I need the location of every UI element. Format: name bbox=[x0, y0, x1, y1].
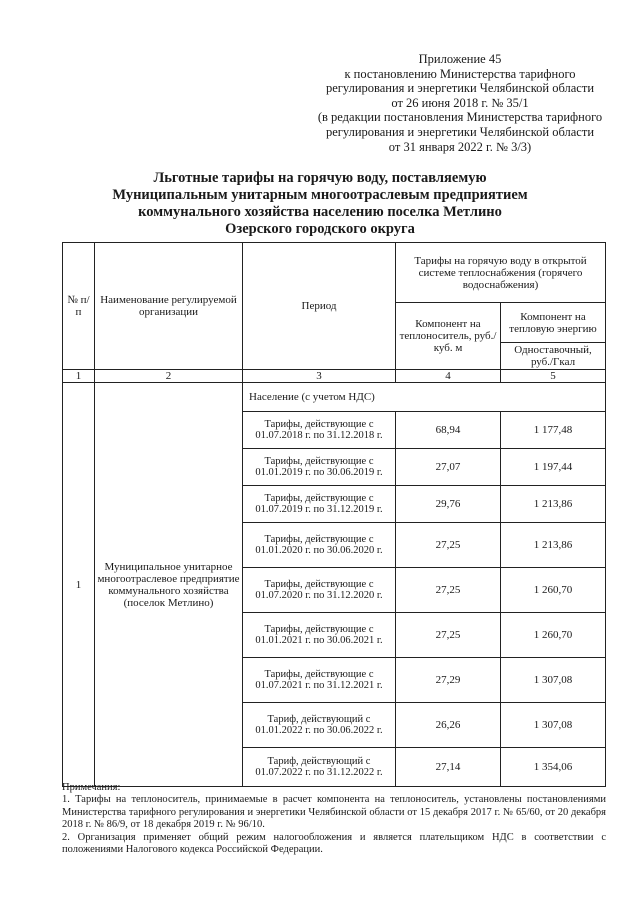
appendix-line: регулирования и энергетики Челябинской области bbox=[325, 124, 595, 139]
column-number: 2 bbox=[95, 370, 243, 383]
title-line: Льготные тарифы на горячую воду, поставляемую bbox=[153, 170, 487, 186]
row-number: 1 bbox=[63, 383, 95, 787]
document-title bbox=[60, 170, 580, 238]
header-energy: Компонент на тепловую энергию bbox=[501, 303, 606, 343]
energy-value: 1 197,44 bbox=[501, 449, 606, 486]
group-label: Население (с учетом НДС) bbox=[243, 383, 606, 412]
period-cell: Тарифы, действующие с 01.01.2021 г. по 30.06.2021 г. bbox=[243, 613, 396, 658]
header-period: Период bbox=[243, 243, 396, 370]
carrier-value: 27,14 bbox=[396, 748, 501, 787]
column-number: 4 bbox=[396, 370, 501, 383]
appendix-line: (в редакции постановления Министерства тарифного bbox=[317, 110, 603, 125]
header-tariffs: Тарифы на горячую воду в открытой системе теплоснабжения (горячего водоснабжения) bbox=[396, 243, 606, 303]
carrier-value: 27,25 bbox=[396, 523, 501, 568]
appendix-line: от 26 июня 2018 г. № 35/1 bbox=[391, 95, 529, 110]
period-cell: Тарифы, действующие с 01.07.2019 г. по 31.12.2019 г. bbox=[243, 486, 396, 523]
carrier-value: 29,76 bbox=[396, 486, 501, 523]
energy-value: 1 307,08 bbox=[501, 703, 606, 748]
period-cell: Тарифы, действующие с 01.07.2018 г. по 31.12.2018 г. bbox=[243, 412, 396, 449]
carrier-value: 27,25 bbox=[396, 568, 501, 613]
column-number: 5 bbox=[501, 370, 606, 383]
carrier-value: 26,26 bbox=[396, 703, 501, 748]
period-cell: Тарифы, действующие с 01.01.2020 г. по 30.06.2020 г. bbox=[243, 523, 396, 568]
appendix-line: к постановлению Министерства тарифного bbox=[344, 66, 576, 81]
period-cell: Тарифы, действующие с 01.01.2019 г. по 30.06.2019 г. bbox=[243, 449, 396, 486]
column-number: 1 bbox=[63, 370, 95, 383]
energy-value: 1 213,86 bbox=[501, 523, 606, 568]
column-number: 3 bbox=[243, 370, 396, 383]
title-line: Озерского городского округа bbox=[225, 221, 415, 237]
carrier-value: 27,25 bbox=[396, 613, 501, 658]
carrier-value: 68,94 bbox=[396, 412, 501, 449]
title-line: Муниципальным унитарным многоотраслевым предприятием bbox=[112, 187, 528, 203]
title-line: коммунального хозяйства населению поселка Метлино bbox=[138, 204, 502, 220]
energy-value: 1 354,06 bbox=[501, 748, 606, 787]
header-org: Наименование регулируемой организации bbox=[95, 243, 243, 370]
note-1: 1. Тарифы на теплоноситель, принимаемые в расчет компонента на теплоноситель, установлены постановлениями Министерства тарифного регулирования и энергетики Челябинской области от 15 декабря 2017 г. № 65/60, от 20 декабря 2018 г. № 86/9, от 18 декабря 2019 г. № 96/10. bbox=[62, 794, 606, 831]
energy-value: 1 213,86 bbox=[501, 486, 606, 523]
note-2: 2. Организация применяет общий режим налогообложения и является плательщиком НДС в соответствии с положениями Налогового кодекса Российской Федерации. bbox=[62, 831, 606, 856]
carrier-value: 27,29 bbox=[396, 658, 501, 703]
notes bbox=[62, 782, 606, 856]
notes-heading: Примечания: bbox=[62, 782, 121, 793]
appendix-line: Приложение 45 bbox=[418, 52, 502, 66]
appendix-header bbox=[300, 52, 620, 154]
period-cell: Тариф, действующий с 01.01.2022 г. по 30.06.2022 г. bbox=[243, 703, 396, 748]
header-num: № п/п bbox=[63, 243, 95, 370]
tariff-table bbox=[62, 242, 606, 787]
appendix-line: от 31 января 2022 г. № 3/3) bbox=[388, 139, 532, 154]
organization-name: Муниципальное унитарное многоотраслевое предприятие коммунального хозяйства (поселок Метлино) bbox=[95, 383, 243, 787]
energy-value: 1 260,70 bbox=[501, 613, 606, 658]
energy-value: 1 307,08 bbox=[501, 658, 606, 703]
appendix-line: регулирования и энергетики Челябинской области bbox=[325, 81, 595, 96]
energy-value: 1 177,48 bbox=[501, 412, 606, 449]
period-cell: Тариф, действующий с 01.07.2022 г. по 31.12.2022 г. bbox=[243, 748, 396, 787]
header-carrier: Компонент на теплоноситель, руб./куб. м bbox=[396, 303, 501, 370]
energy-value: 1 260,70 bbox=[501, 568, 606, 613]
period-cell: Тарифы, действующие с 01.07.2020 г. по 31.12.2020 г. bbox=[243, 568, 396, 613]
header-single-rate: Одноставочный, руб./Гкал bbox=[501, 343, 606, 370]
period-cell: Тарифы, действующие с 01.07.2021 г. по 31.12.2021 г. bbox=[243, 658, 396, 703]
carrier-value: 27,07 bbox=[396, 449, 501, 486]
